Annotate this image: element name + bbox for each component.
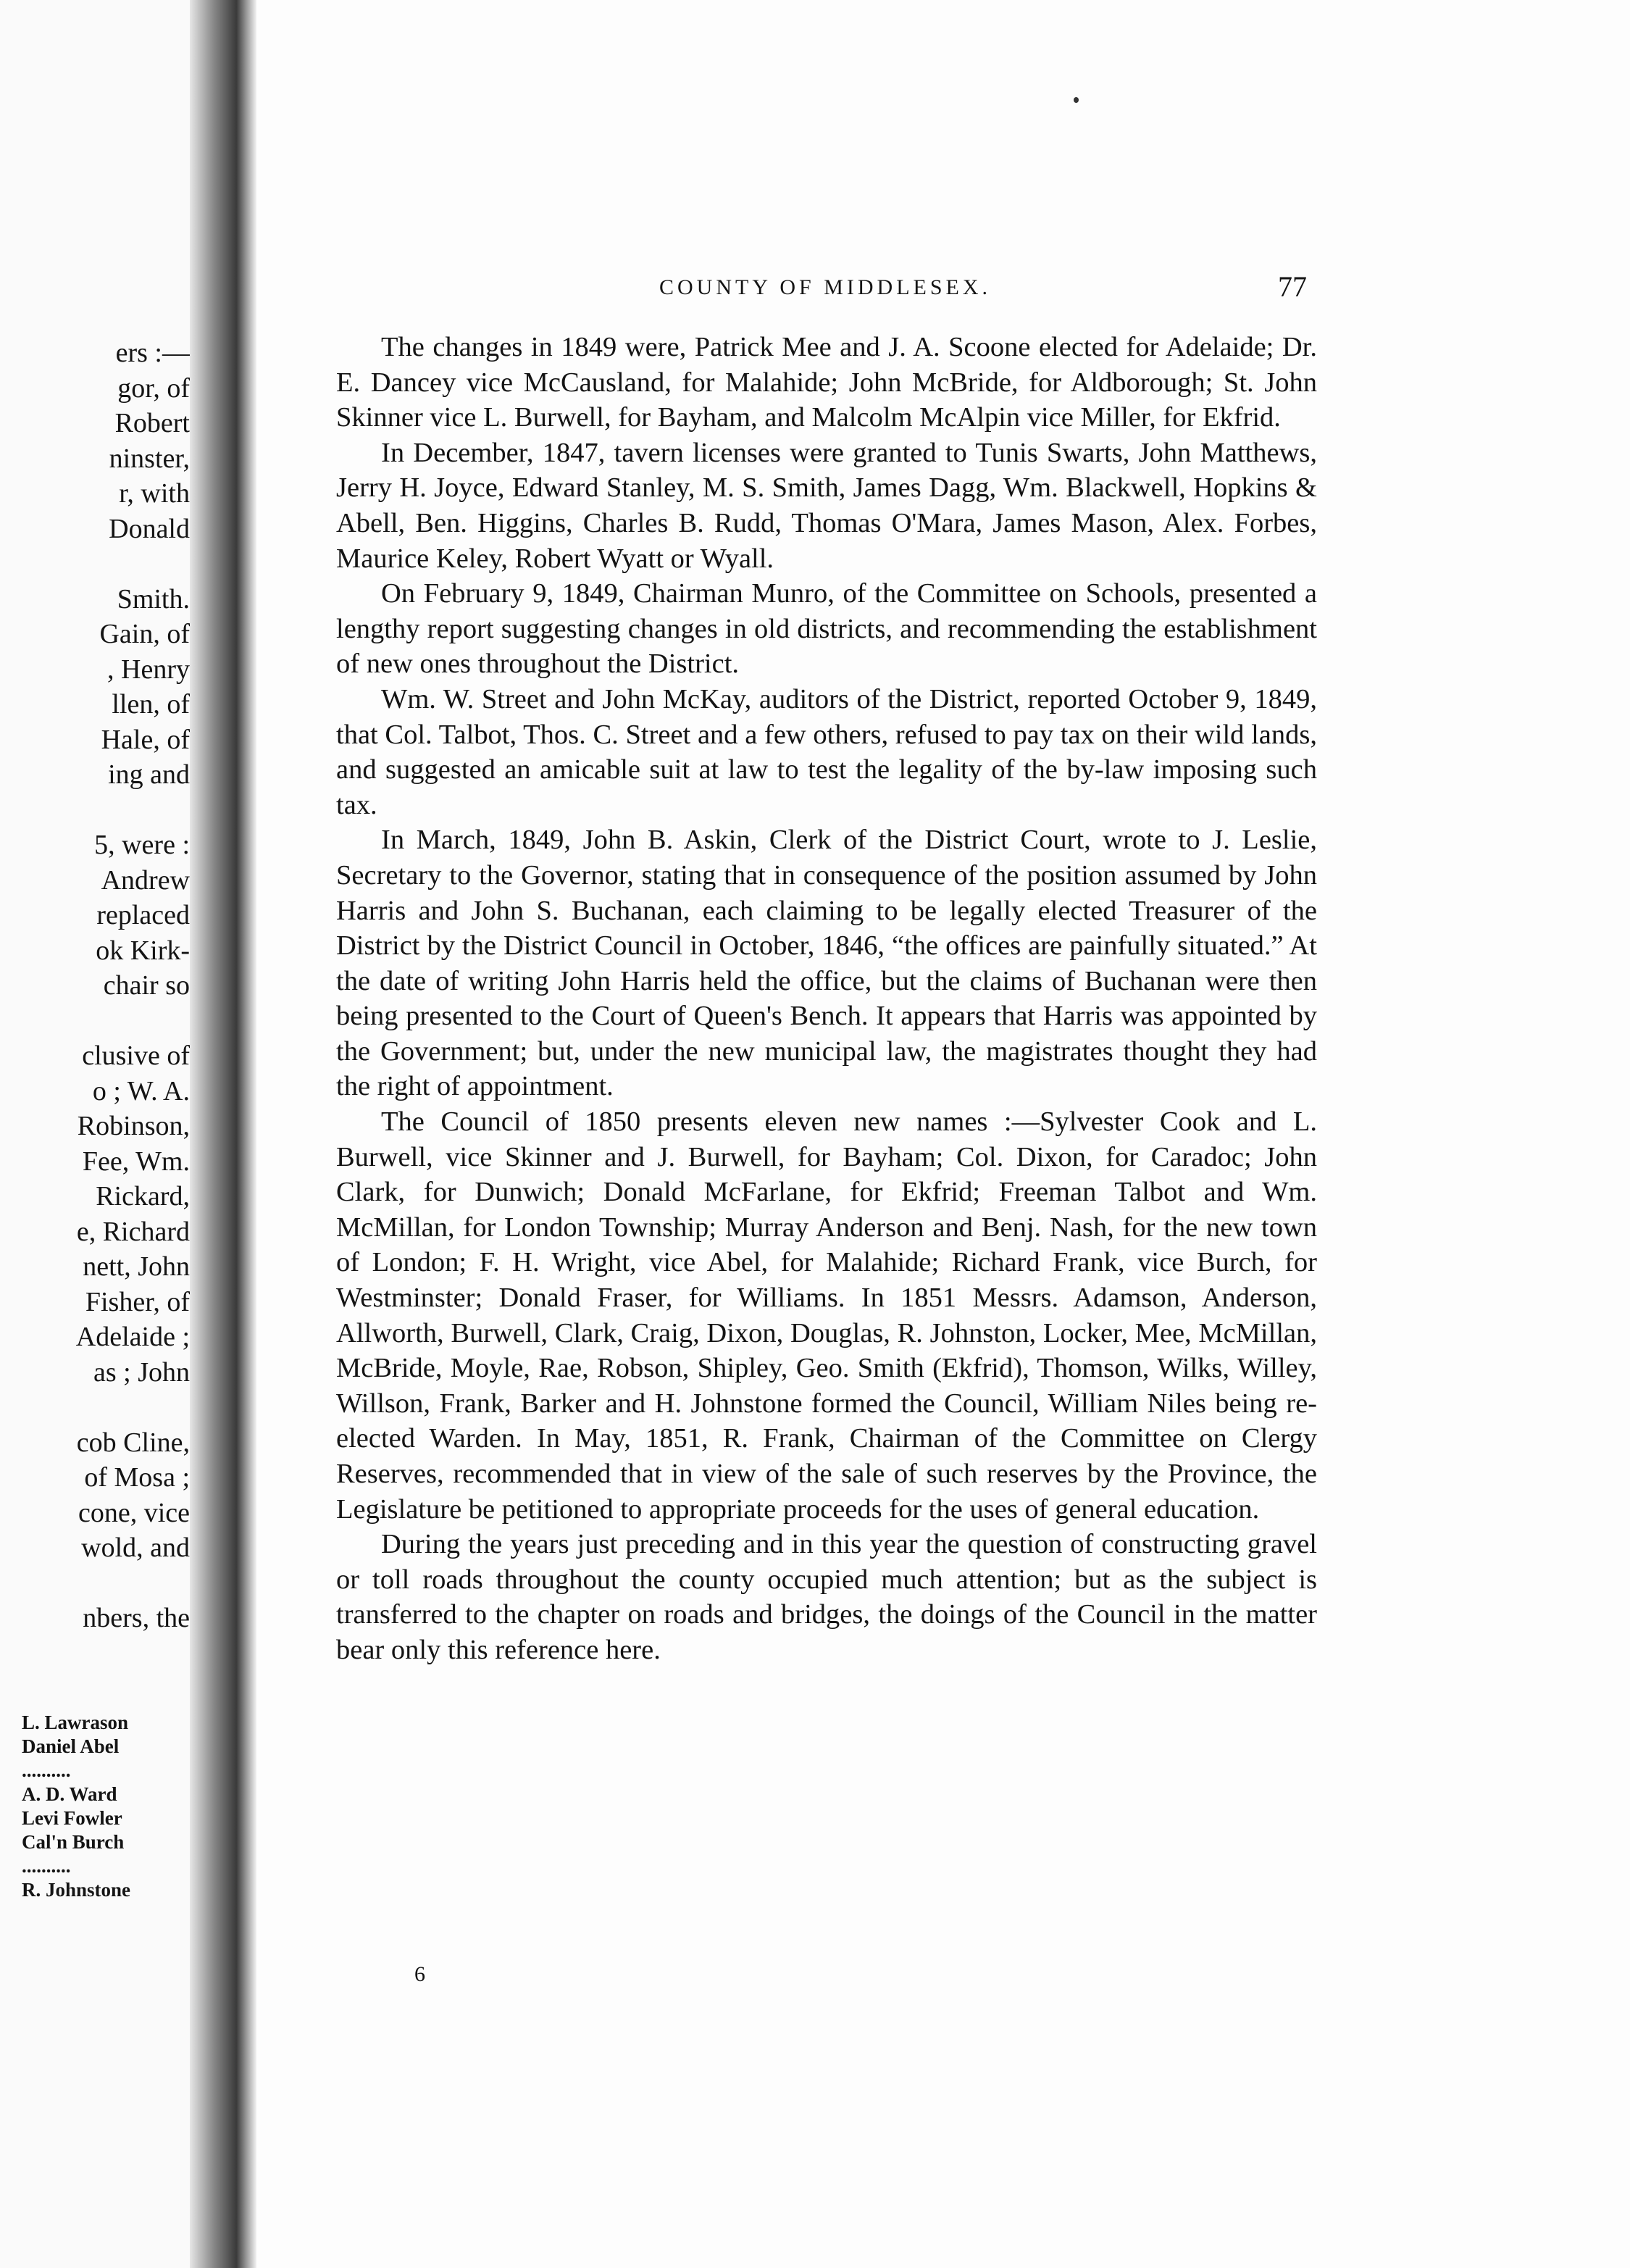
left-page-line: nett, John bbox=[83, 1251, 190, 1282]
left-page-line: of Mosa ; bbox=[84, 1462, 190, 1493]
left-page-line: chair so bbox=[103, 970, 190, 1001]
left-page-line: cob Cline, bbox=[76, 1427, 190, 1458]
running-title: COUNTY OF MIDDLESEX. bbox=[659, 275, 992, 299]
body-text bbox=[336, 330, 1317, 1668]
left-page-line: Adelaide ; bbox=[75, 1322, 190, 1352]
paragraph: On February 9, 1849, Chairman Munro, of the Committee on Schools, presented a lengthy report suggesting changes in old districts, and recommending the establishment of new ones throughout the District. bbox=[336, 578, 1317, 680]
left-page-line: Rickard, bbox=[96, 1181, 190, 1212]
left-page-line: e, Richard bbox=[76, 1216, 190, 1247]
left-page-line: cone, vice bbox=[78, 1497, 190, 1528]
left-page-line: o ; W. A. bbox=[92, 1075, 190, 1106]
left-page-line: Andrew bbox=[101, 864, 190, 896]
signature-mark: 6 bbox=[414, 1962, 425, 1986]
left-page-line: , Henry bbox=[107, 654, 190, 685]
left-page-line: wold, and bbox=[81, 1533, 190, 1563]
left-page-line: nbers, the bbox=[83, 1603, 190, 1633]
paragraph: In December, 1847, tavern licenses were granted to Tunis Swarts, John Matthews, Jerry H. Joyce, Edward Stanley, M. S. Smith, James Dagg, Wm. Blackwell, Hopkins & Abell, Ben. Higgins, Charles B. Rudd, Thomas O'Mara, James Mason, Alex. Forbes, Maurice Keley, Robert Wyatt or Wyall. bbox=[336, 437, 1317, 574]
left-page-line: clusive of bbox=[82, 1041, 190, 1071]
book-gutter bbox=[190, 0, 256, 2268]
left-page-table-line: .......... bbox=[22, 1759, 71, 1781]
left-page-line: Donald bbox=[109, 513, 190, 544]
paragraph: During the years just preceding and in this year the question of constructing gravel or toll roads throughout the county occupied much attention; but as the subject is transferred to the chapter on roads and bridges, the doings of the Council in the matter bear only this reference here. bbox=[336, 1529, 1317, 1665]
left-page-table-line: Cal'n Burch bbox=[22, 1831, 125, 1853]
left-page-line: ninster, bbox=[109, 443, 190, 474]
left-page-line: Hale, of bbox=[101, 724, 190, 755]
left-page-table-line: A. D. Ward bbox=[22, 1783, 117, 1805]
left-page-line: Gain, of bbox=[99, 619, 190, 649]
left-page-table-line: R. Johnstone bbox=[22, 1879, 131, 1901]
left-page-line: 5, were : bbox=[94, 830, 190, 860]
left-page-line: r, with bbox=[119, 478, 190, 509]
left-page-line: ers :— bbox=[115, 338, 190, 368]
left-page-line: Fee, Wm. bbox=[82, 1146, 190, 1177]
left-page-line: Robinson, bbox=[77, 1111, 190, 1141]
left-page-table-line: Daniel Abel bbox=[22, 1735, 120, 1757]
left-page-line: ok Kirk- bbox=[96, 935, 190, 966]
left-page-table-line: .......... bbox=[22, 1855, 71, 1877]
paragraph: Wm. W. Street and John McKay, auditors of the District, reported October 9, 1849, that Col. Talbot, Thos. C. Street and a few others, refused to pay tax on their wild lands, and suggested an amicable suit at law to test the legality of the by-law imposing such tax. bbox=[336, 683, 1317, 820]
page-header bbox=[256, 270, 1575, 313]
left-page-line: ing and bbox=[108, 759, 190, 790]
left-page-table-line: Levi Fowler bbox=[22, 1807, 122, 1829]
left-page-line: as ; John bbox=[93, 1356, 190, 1388]
left-page-line: replaced bbox=[96, 900, 190, 930]
left-page-table-line: L. Lawrason bbox=[22, 1712, 129, 1733]
left-page-line: Smith. bbox=[117, 583, 190, 614]
paragraph: In March, 1849, John B. Askin, Clerk of the District Court, wrote to J. Leslie, Secretary to the Governor, stating that in consequence of the position assumed by John Harris and John S. Buchanan, each claiming to be legally elected Treasurer of the District by the District Council in October, 1846, “the offices are painfully situated.” At the date of writing John Harris held the office, but the claims of Buchanan were then being presented to the Court of Queen's Bench. It appears that Harris was appointed by the Government; but, under the new municipal law, the magistrates thought they had the right of appointment. bbox=[336, 825, 1317, 1102]
paragraph: The changes in 1849 were, Patrick Mee and J. A. Scoone elected for Adelaide; Dr. E. Dancey vice McCausland, for Malahide; John McBride, for Aldborough; St. John Skinner vice L. Burwell, for Bayham, and Malcolm McAlpin vice Miller, for Ekfrid. bbox=[336, 332, 1317, 433]
left-page-line: Fisher, of bbox=[85, 1286, 190, 1317]
right-page bbox=[256, 0, 1630, 2268]
left-page-line: gor, of bbox=[117, 372, 190, 404]
left-page-line: Robert bbox=[114, 408, 190, 438]
paragraph: The Council of 1850 presents eleven new names :—Sylvester Cook and L. Burwell, vice Skinner and J. Burwell, for Bayham; Col. Dixon, for Caradoc; John Clark, for Dunwich; Donald McFarlane, for Ekfrid; Freeman Talbot and Wm. McMillan, for London Township; Murray Anderson and Benj. Nash, for the new town of London; F. H. Wright, vice Abel, for Malahide; Richard Frank, vice Burch, for Westminster; Donald Fraser, for Williams. In 1851 Messrs. Adamson, Anderson, Allworth, Burwell, Clark, Craig, Dixon, Douglas, R. Johnston, Locker, Mee, McMillan, McBride, Moyle, Rae, Robson, Shipley, Geo. Smith (Ekfrid), Thomson, Wilks, Willey, Willson, Frank, Barker and H. Johnstone formed the Council, William Niles being re-elected Warden. In May, 1851, R. Frank, Chairman of the Committee on Clergy Reserves, recommended that in view of the sale of such reserves by the Province, the Legislature be petitioned to appropriate proceeds for the uses of general education. bbox=[336, 1106, 1317, 1525]
ink-speck bbox=[1074, 97, 1079, 103]
left-page-fragment bbox=[0, 0, 190, 2268]
left-page-line: llen, of bbox=[112, 689, 190, 720]
page-number: 77 bbox=[1278, 270, 1307, 303]
